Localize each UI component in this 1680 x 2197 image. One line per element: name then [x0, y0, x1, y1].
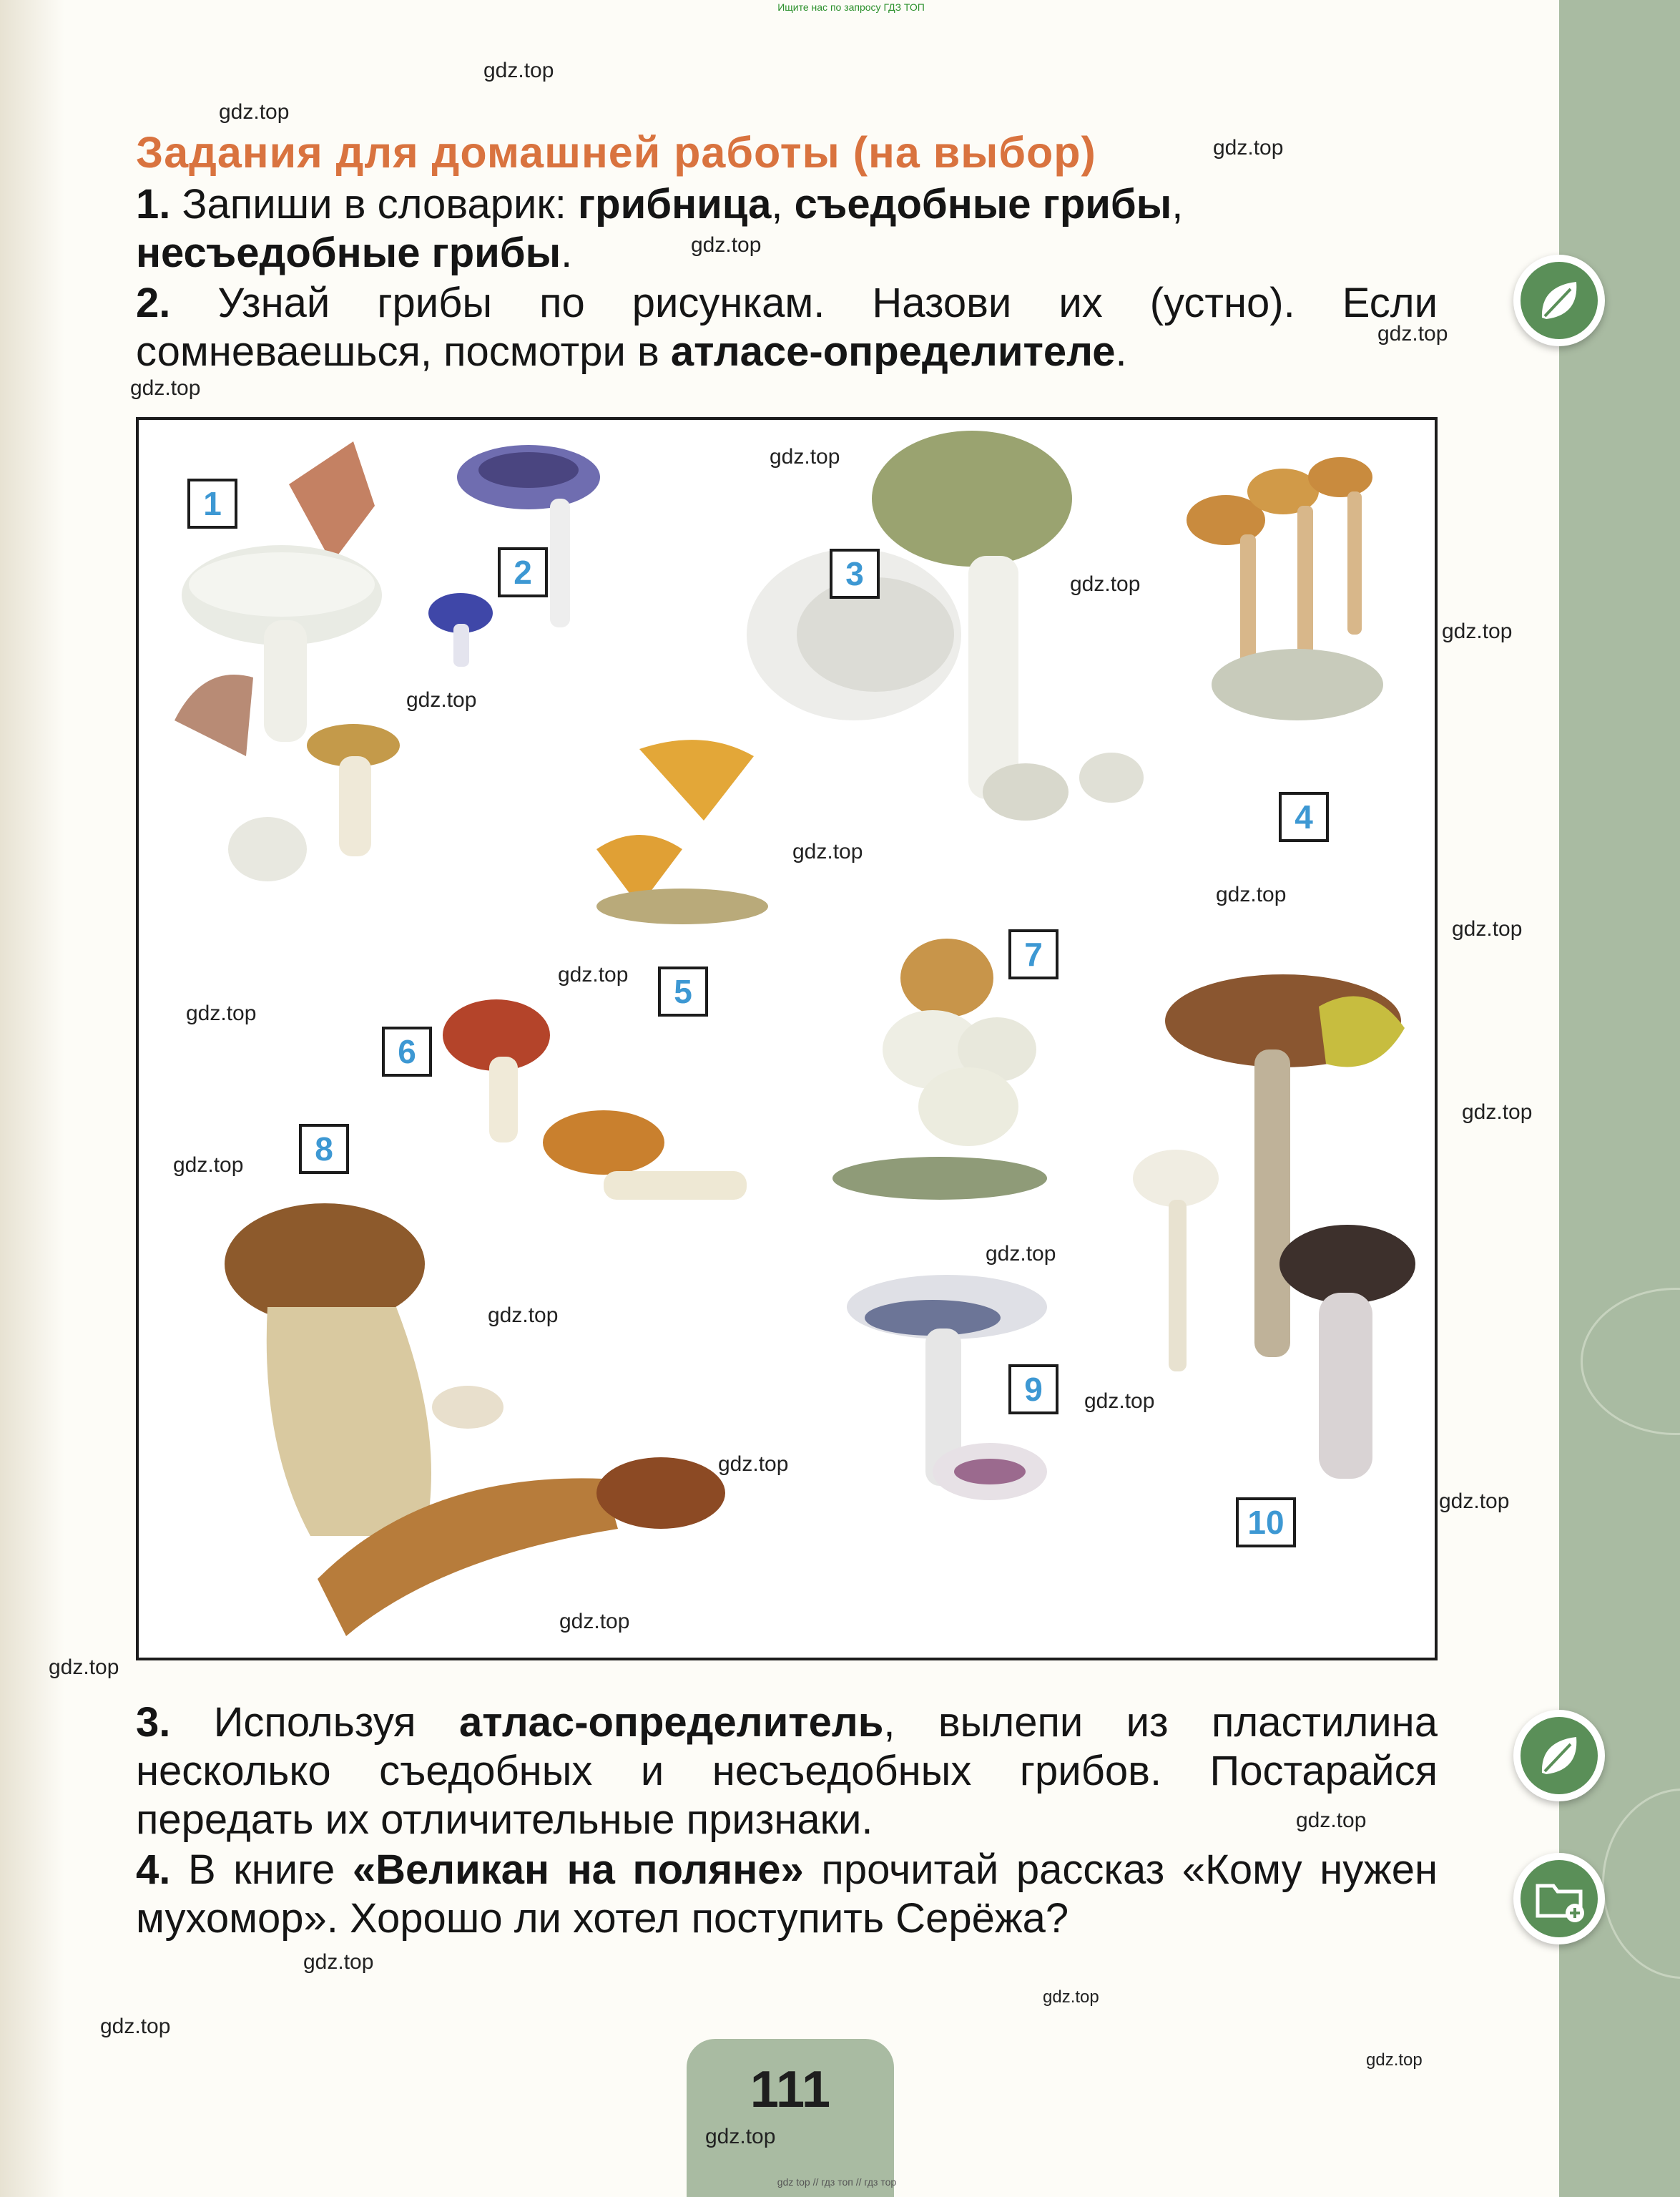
mushroom-3-illustration: [747, 431, 1144, 821]
watermark: gdz.top: [1452, 917, 1523, 941]
leaf-decoration: [1602, 1789, 1680, 1979]
watermark: gdz.top: [1366, 2050, 1423, 2070]
punct: ,: [1171, 181, 1184, 227]
task-number: 1.: [136, 181, 171, 227]
mushroom-5-illustration: [596, 740, 768, 924]
watermark: gdz.top: [1462, 1100, 1533, 1124]
punct: .: [561, 230, 573, 276]
watermark: gdz.top: [1296, 1809, 1367, 1832]
section-heading: Задания для домашней работы (на выбор): [136, 128, 1096, 177]
watermark: gdz.top: [488, 1303, 559, 1327]
watermark: gdz.top: [49, 1655, 119, 1679]
leaf-button[interactable]: [1513, 1710, 1605, 1801]
leaf-icon: [1521, 1717, 1598, 1794]
figure-label: 8: [299, 1124, 349, 1174]
task-text: Узнай грибы по рисункам. Назови их (устно). Если сомневаешься, посмотри в: [136, 280, 1438, 375]
task-number: 2.: [136, 280, 171, 326]
term: съедобные грибы: [794, 181, 1172, 227]
watermark: gdz.top: [1442, 620, 1513, 643]
watermark: gdz.top: [130, 376, 201, 400]
task-text: Запиши в словарик:: [182, 181, 566, 227]
term: грибница: [578, 181, 772, 227]
bottom-banner-text: gdz top // гдз топ // гдз тор: [777, 2176, 897, 2188]
leaf-icon: [1521, 262, 1598, 339]
figure-label: 5: [658, 967, 708, 1017]
leaf-decoration: [1581, 1288, 1680, 1435]
mushroom-8-illustration: [225, 1203, 725, 1636]
task-2: [136, 279, 1438, 376]
term: атлас-определитель: [458, 1699, 884, 1746]
mushroom-6-illustration: [443, 999, 747, 1200]
figure-label: 7: [1008, 929, 1058, 979]
watermark: gdz.top: [483, 59, 554, 82]
figure-label: 6: [382, 1027, 432, 1077]
mushroom-10-illustration: [1133, 974, 1415, 1479]
folder-add-button[interactable]: [1513, 1853, 1605, 1944]
page-number: 111: [750, 2061, 831, 2118]
watermark: gdz.top: [705, 2125, 776, 2148]
task-text: прочитай рассказ «Кому нужен мухомор». Хорошо ли хотел поступить Серёжа?: [136, 1846, 1438, 1942]
figure-label: 10: [1236, 1497, 1296, 1547]
task-1: [136, 180, 1438, 278]
watermark: gdz.top: [691, 233, 762, 257]
watermark: gdz.top: [173, 1153, 244, 1177]
task-4: [136, 1846, 1438, 1943]
watermark: gdz.top: [1043, 1987, 1099, 2007]
leaf-button[interactable]: [1513, 255, 1605, 346]
figure-label: 4: [1279, 792, 1329, 842]
watermark: gdz.top: [100, 2015, 171, 2038]
watermark: gdz.top: [186, 1002, 257, 1025]
task-text: Используя: [213, 1699, 416, 1746]
watermark: gdz.top: [770, 445, 840, 469]
watermark: gdz.top: [1213, 136, 1284, 160]
watermark: gdz.top: [406, 688, 477, 712]
top-banner-text: Ищите нас по запросу ГДЗ ТОП: [777, 1, 925, 13]
figure-label: 1: [187, 479, 237, 529]
task-number: 3.: [136, 1699, 171, 1746]
figure-label: 3: [830, 549, 880, 599]
term: «Великан на поляне»: [352, 1846, 804, 1893]
watermark: gdz.top: [986, 1242, 1056, 1266]
watermark: gdz.top: [1377, 322, 1448, 346]
page-gutter-shade: [0, 0, 64, 2197]
figure-label: 2: [498, 547, 548, 597]
watermark: gdz.top: [558, 963, 629, 987]
task-3: [136, 1698, 1438, 1844]
watermark: gdz.top: [718, 1452, 789, 1476]
punct: .: [1115, 328, 1127, 375]
watermark: gdz.top: [1439, 1489, 1510, 1513]
watermark: gdz.top: [303, 1950, 374, 1974]
watermark: gdz.top: [559, 1610, 630, 1633]
term: несъедобные грибы: [136, 230, 561, 276]
task-number: 4.: [136, 1846, 171, 1893]
punct: ,: [771, 181, 783, 227]
figure-label: 9: [1008, 1364, 1058, 1414]
task-text: , вылепи из пластилина несколько съедобных и несъедобных грибов. Постарайся передать их отличительные признаки.: [136, 1699, 1438, 1843]
mushroom-4-illustration: [1187, 457, 1383, 720]
watermark: gdz.top: [1216, 883, 1287, 906]
task-text: В книге: [187, 1846, 335, 1893]
watermark: gdz.top: [1070, 572, 1141, 596]
folder-add-icon: [1521, 1860, 1598, 1937]
watermark: gdz.top: [219, 100, 290, 124]
term: атласе-определителе: [670, 328, 1116, 375]
watermark: gdz.top: [1084, 1389, 1155, 1413]
watermark: gdz.top: [792, 840, 863, 863]
